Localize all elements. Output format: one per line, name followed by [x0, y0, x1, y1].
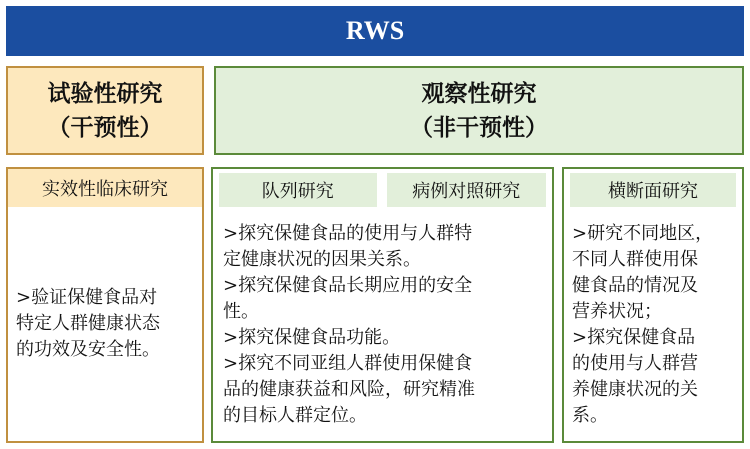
- cross-sectional-column: [562, 167, 744, 443]
- description-line: >探究保健食品长期应用的安全: [223, 275, 473, 296]
- experimental-study-header: [6, 66, 204, 155]
- cohort-study-label: 队列研究: [219, 173, 377, 207]
- rws-banner: [6, 6, 744, 56]
- cross-sectional-description: [564, 207, 742, 429]
- description-line: 性。: [223, 301, 259, 322]
- description-line: >探究保健食品功能。: [223, 327, 401, 348]
- description-line: >探究保健食品: [572, 327, 696, 348]
- cohort-case-control-column: [211, 167, 554, 443]
- description-line: 的使用与人群营: [572, 353, 698, 374]
- description-line: 养健康状况的关: [572, 379, 698, 400]
- description-line: 营养状况；: [572, 301, 662, 322]
- description-line: >探究不同亚组人群使用保健食: [223, 353, 473, 374]
- case-control-study-label: 病例对照研究: [387, 173, 546, 207]
- description-line: >探究保健食品的使用与人群特: [223, 223, 473, 244]
- observational-study-header: [214, 66, 744, 155]
- pragmatic-trial-column: [6, 167, 204, 443]
- description-line: 特定人群健康状态: [16, 313, 160, 334]
- observational-title: 观察性研究: [421, 79, 537, 107]
- observational-description: [213, 207, 552, 429]
- description-line: 不同人群使用保: [572, 249, 698, 270]
- description-line: 系。: [572, 405, 608, 426]
- pragmatic-trial-label: 实效性临床研究: [8, 169, 202, 207]
- banner-title: RWS: [345, 16, 405, 45]
- observational-subtitle: （非干预性）: [410, 113, 548, 141]
- description-line: 的目标人群定位。: [223, 405, 367, 426]
- experimental-title: 试验性研究: [47, 79, 163, 107]
- description-line: 健食品的情况及: [572, 275, 698, 296]
- description-line: 定健康状况的因果关系。: [223, 249, 421, 270]
- description-line: 品的健康获益和风险，研究精准: [223, 379, 475, 400]
- experimental-subtitle: （干预性）: [47, 113, 163, 141]
- description-line: >验证保健食品对: [16, 287, 158, 308]
- cross-sectional-label: 横断面研究: [570, 173, 736, 207]
- pragmatic-trial-description: [8, 207, 202, 363]
- description-line: 的功效及安全性。: [16, 339, 160, 360]
- description-line: >研究不同地区，: [572, 223, 714, 244]
